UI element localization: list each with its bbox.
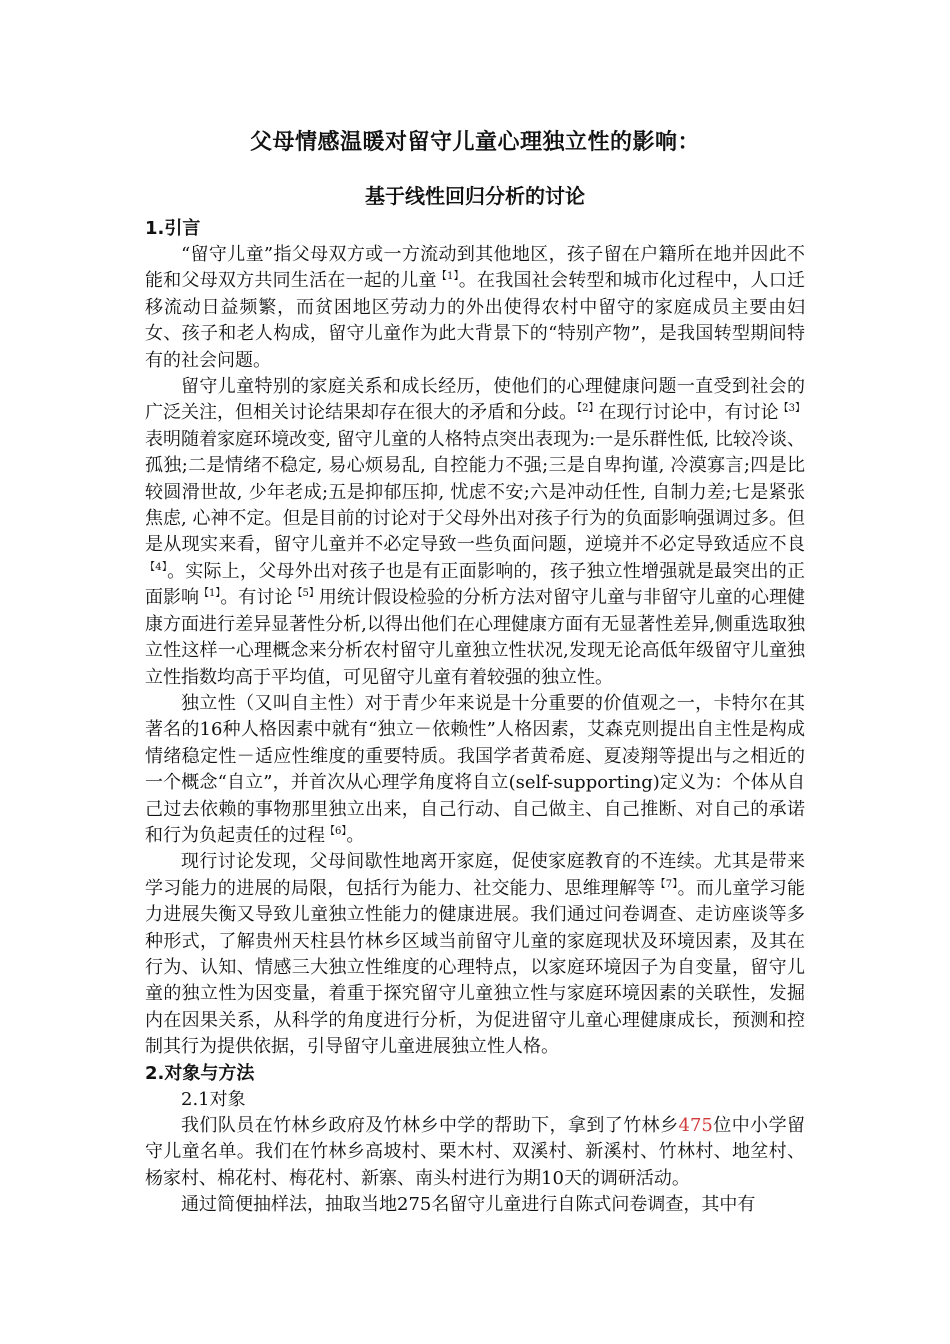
- paragraph-text: 。实际上，父母外出对孩子也是有正面影响的，孩子独立性增强就是最突出的正面影响: [145, 560, 805, 609]
- citation-1: 【1】: [199, 588, 221, 600]
- citation-5: 【5】: [292, 588, 319, 600]
- section-heading-methods: 2.对象与方法: [145, 1062, 255, 1084]
- paragraph-text: 。: [346, 824, 365, 846]
- paragraph-text: 。有讨论: [220, 587, 293, 609]
- paragraph-3: [145, 691, 805, 849]
- paragraph-text: 留守儿童特别的家庭关系和成长经历，使他们的心理健康问题一直受到社会的广泛关注，但相关讨论结果却存在很大的矛盾和分歧。: [145, 376, 805, 424]
- paragraph-5: [145, 1113, 805, 1192]
- paragraph-text: 。在我国社会转型和城市化过程中，人口迁移流动日益频繁，而贫困地区劳动力的外出使得农村中留守的家庭成员主要由妇女、孩子和老人构成，留守儿童作为此大背景下的“特别产物”，是我国转型期间特有的社会问题。: [145, 270, 805, 371]
- document-subtitle: 基于线性回归分析的讨论: [365, 184, 585, 208]
- paragraph-text: 表明随着家庭环境改变, 留守儿童的人格特点突出表现为:一是乐群性低, 比较冷谈、孤独;二是情绪不稳定, 易心烦易乱, 自控能力不强;三是自卑拘谨, 冷漠寡言;四是比较圆滑世故, 少年老成;五是抑郁压抑, 忧虑不安;六是冲动任性, 自制力差;七是紧张焦虑, 心神不定。但是目前的讨论对于父母外出对孩子行为的负面影响强调过多。但是从现实来看，留守儿童并不必定导致一些负面问题，逆境并不必定导致适应不良: [145, 428, 805, 556]
- paragraph-text: 我们队员在竹林乡政府及竹林乡中学的帮助下，拿到了竹林乡: [181, 1115, 679, 1136]
- paragraph-text: 。而儿童学习能力进展失衡又导致儿童独立性能力的健康进展。我们通过问卷调查、走访座谈等多种形式，了解贵州天柱县竹林乡区域当前留守儿童的家庭现状及环境因素，及其在行为、认知、情感三大独立性维度的心理特点，以家庭环境因子为自变量，留守儿童的独立性为因变量，着重于探究留守儿童独立性与家庭环境因素的关联性，发掘内在因果关系，从科学的角度进行分析，为促进留守儿童心理健康成长，预测和控制其行为提供依据，引导留守儿童进展独立性人格。: [145, 877, 805, 1058]
- citation-1: 【1】: [436, 271, 459, 283]
- paragraph-text: “留守儿童”指父母双方或一方流动到其他地区，孩子留在户籍所在地并因此不能和父母双方共同生活在一起的儿童: [145, 244, 805, 292]
- paragraph-1: [145, 242, 805, 374]
- paragraph-text: 在现行讨论中，有讨论: [598, 402, 779, 424]
- paragraph-text: 独立性（又叫自主性）对于青少年来说是十分重要的价值观之一，卡特尔在其著名的16种人格因素中就有“独立－依赖性”人格因素，艾森克则提出自主性是构成情绪稳定性－适应性维度的重要特质。我国学者黄希庭、夏凌翔等提出与之相近的一个概念“自立”，并首次从心理学角度将自立(self-supporting)定义为：个体从自己过去依赖的事物那里独立出来，自己行动、自己做主、自己推断、对自己的承诺和行为负起责任的过程: [145, 692, 805, 846]
- citation-2: 【2】: [577, 403, 599, 415]
- citation-6: 【6】: [325, 825, 347, 837]
- paragraph-text: 用统计假设检验的分析方法对留守儿童与非留守儿童的心理健康方面进行差异显著性分析,以得出他们在心理健康方面有无显著性差异,侧重选取独立性这样一心理概念来分析农村留守儿童独立性状况,发现无论高低年级留守儿童独立性指数均高于平均值，可见留守儿童有着较强的独立性。: [145, 587, 806, 688]
- paragraph-6: [145, 1192, 805, 1218]
- paragraph-text: 现行讨论发现，父母间歇性地离开家庭，促使家庭教育的不连续。尤其是带来学习能力的进展的局限，包括行为能力、社交能力、思维理解等: [145, 851, 805, 899]
- paragraph-2: [145, 374, 805, 691]
- paragraph-text: 通过简便抽样法，抽取当地275名留守儿童进行自陈式问卷调查，其中有: [181, 1194, 756, 1216]
- section-heading-introduction: 1.引言: [145, 218, 201, 239]
- document-title: 父母情感温暖对留守儿童心理独立性的影响：: [249, 130, 700, 155]
- paragraph-text: 位中小学留守儿童名单。我们在竹林乡高坡村、栗木村、双溪村、新溪村、竹林村、地坌村、杨家村、棉花村、梅花村、新寨、南头村进行为期10天的调研活动。: [145, 1115, 806, 1189]
- citation-4: 【4】: [145, 561, 168, 573]
- citation-7: 【7】: [655, 878, 678, 890]
- highlighted-number: 475: [678, 1115, 713, 1136]
- subsection-heading-subjects: 2.1对象: [181, 1088, 246, 1110]
- paragraph-4: [145, 849, 805, 1060]
- citation-3: 【3】: [778, 403, 806, 415]
